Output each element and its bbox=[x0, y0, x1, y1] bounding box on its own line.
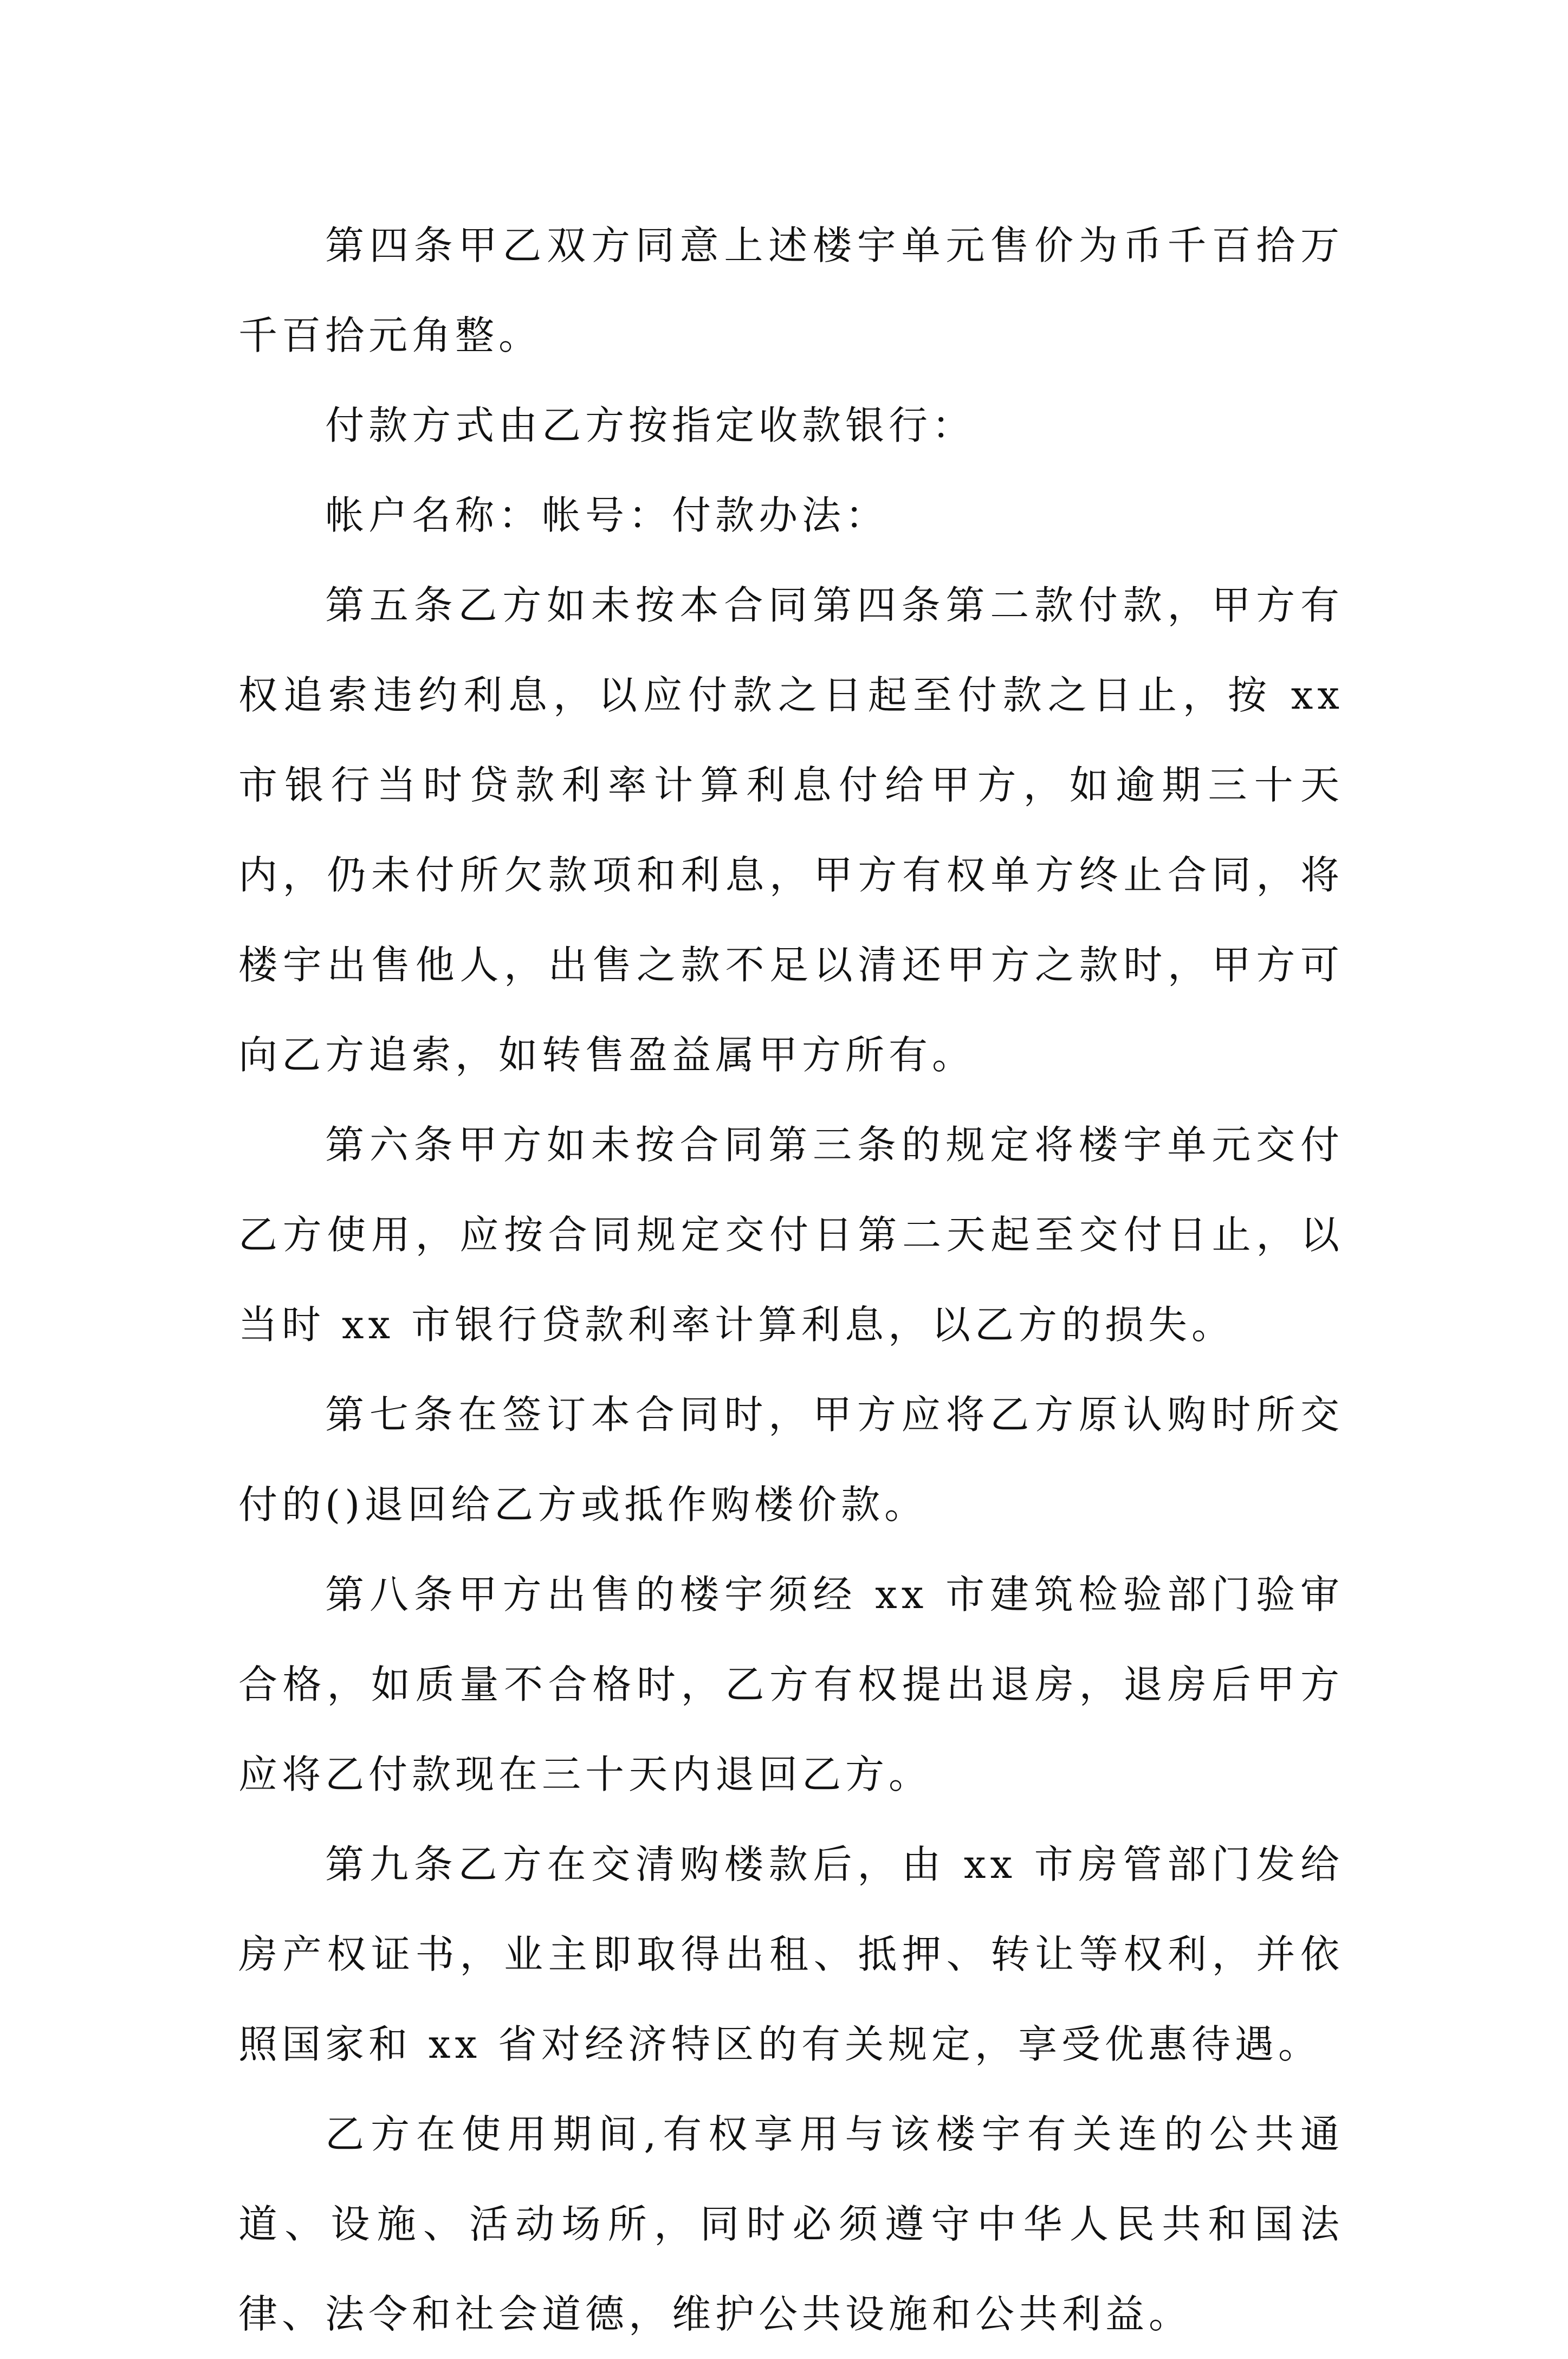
document-body bbox=[238, 200, 1344, 2359]
paragraph-article-5: 第五条乙方如未按本合同第四条第二款付款，甲方有权追索违约利息，以应付款之日起至付款之日止，按 xx 市银行当时贷款利率计算利息付给甲方，如逾期三十天内，仍未付所欠款项和利息，甲方有权单方终止合同，将楼宇出售他人，出售之款不足以清还甲方之款时，甲方可向乙方追索，如转售盈益属甲方所有。 bbox=[238, 582, 1344, 1078]
paragraph-article-7: 第七条在签订本合同时，甲方应将乙方原认购时所交付的()退回给乙方或抵作购楼价款。 bbox=[238, 1392, 1344, 1527]
paragraph-article-8: 第八条甲方出售的楼宇须经 xx 市建筑检验部门验审合格，如质量不合格时，乙方有权提出退房，退房后甲方应将乙付款现在三十天内退回乙方。 bbox=[238, 1572, 1344, 1797]
paragraph-payment-method: 付款方式由乙方按指定收款银行： bbox=[325, 403, 976, 448]
paragraph-article-9: 第九条乙方在交清购楼款后，由 xx 市房管部门发给房产权证书，业主即取得出租、抵押、转让等权利，并依照国家和 xx 省对经济特区的有关规定，享受优惠待遇。 bbox=[238, 1842, 1344, 2067]
paragraph-article-6: 第六条甲方如未按合同第三条的规定将楼宇单元交付乙方使用，应按合同规定交付日第二天起至交付日止，以当时 xx 市银行贷款利率计算利息，以乙方的损失。 bbox=[238, 1122, 1344, 1347]
paragraph-usage-rights: 乙方在使用期间,有权享用与该楼宇有关连的公共通道、设施、活动场所，同时必须遵守中华人民共和国法律、法令和社会道德，维护公共设施和公共利益。 bbox=[238, 2111, 1344, 2337]
paragraph-article-4-price: 第四条甲乙双方同意上述楼宇单元售价为币千百拾万千百拾元角整。 bbox=[238, 223, 1344, 358]
paragraph-account-info: 帐户名称：帐号：付款办法： bbox=[325, 492, 889, 538]
